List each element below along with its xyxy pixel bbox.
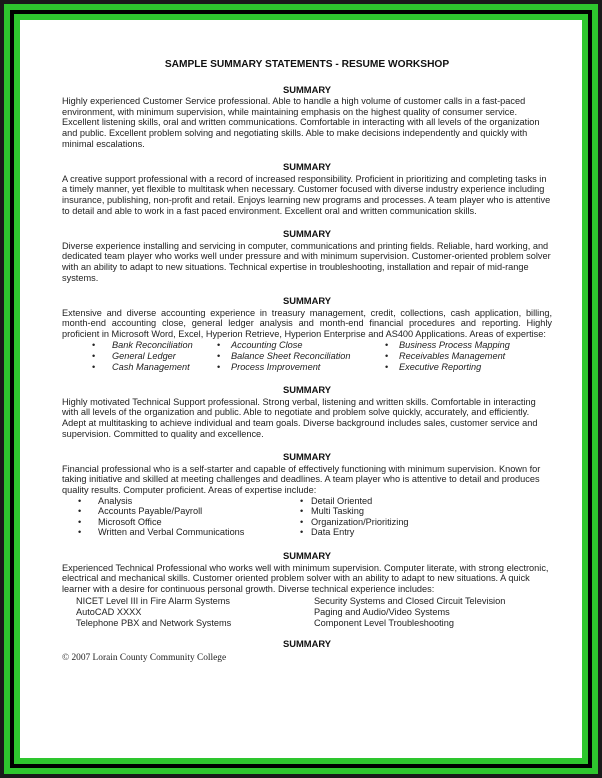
- list-item: Cash Management: [112, 361, 190, 372]
- bullet-icon: •: [300, 527, 304, 538]
- bullet-icon: •: [385, 361, 389, 372]
- document-content: [62, 60, 552, 663]
- summary-section-6: [62, 452, 552, 538]
- bullet-icon: •: [217, 361, 221, 372]
- document-page: [20, 20, 582, 758]
- section-heading: SUMMARY: [282, 384, 332, 396]
- summary-section-1: [62, 85, 552, 150]
- summary-text: Experienced Technical Professional who works well with minimum supervision. Computer literate, with strong electronic, electrical and mechanical skills. Customer oriented problem solver with an ability to adapt to new situations. A quick learner with a desire for continuous personal growth. Diverse technical experience includes:: [62, 562, 549, 594]
- list-item: Analysis: [98, 495, 133, 506]
- bullet-icon: •: [78, 516, 82, 527]
- expertise-column-1: [78, 496, 300, 538]
- section-heading: SUMMARY: [282, 228, 332, 240]
- bullet-icon: •: [78, 527, 82, 538]
- summary-section-8: [62, 639, 552, 650]
- summary-section-5: [62, 385, 552, 439]
- list-item: Receivables Management: [399, 351, 506, 362]
- summary-section-4: [62, 296, 552, 372]
- list-item: Accounts Payable/Payroll: [98, 506, 203, 517]
- bullet-icon: •: [78, 495, 82, 506]
- summary-section-3: [62, 229, 552, 283]
- technical-column-1: [76, 596, 314, 628]
- summary-text: Extensive and diverse accounting experience in treasury management, credit, collections, cash application, billing, month-end accounting close, general ledger analysis and month-end financial procedures and reporting. Highly proficient in Microsoft Word, Excel, Hyperion Retrieve, Hyperion Enterprise and AS400 Applications. Areas of expertise:: [62, 307, 552, 339]
- expertise-column-2: [300, 496, 552, 538]
- list-item: General Ledger: [112, 351, 176, 362]
- section-heading: SUMMARY: [282, 549, 332, 561]
- bullet-icon: •: [385, 340, 389, 351]
- copyright-notice: © 2007 Lorain County Community College: [62, 652, 227, 663]
- bullet-icon: •: [300, 516, 304, 527]
- list-item: NICET Level III in Fire Alarm Systems: [76, 596, 231, 607]
- bullet-icon: •: [92, 340, 96, 351]
- list-item: AutoCAD XXXX: [76, 606, 142, 617]
- list-item: Paging and Audio/Video Systems: [314, 606, 450, 617]
- list-item: Security Systems and Closed Circuit Television: [314, 596, 506, 607]
- list-item: Process Improvement: [231, 361, 321, 372]
- section-heading: SUMMARY: [282, 638, 332, 650]
- document-title: SAMPLE SUMMARY STATEMENTS - RESUME WORKSHOP: [164, 59, 450, 70]
- list-item: Accounting Close: [231, 340, 303, 351]
- summary-text: A creative support professional with a record of increased responsibility. Proficient in prioritizing and completing tasks in a timely manner, yet flexible to multitask when necessary. Customer focused with diverse industry experience including insurance, publishing, non-profit and retail. Enjoys learning new programs and processes. A team player who is attentive to detail and able to work in a fast paced environment. Excellent oral and written communication skills.: [62, 173, 551, 216]
- expertise-column-3: [385, 340, 552, 372]
- list-item: Balance Sheet Reconciliation: [231, 351, 351, 362]
- technical-column-2: [314, 596, 552, 628]
- list-item: Bank Reconciliation: [112, 340, 193, 351]
- list-item: Executive Reporting: [399, 361, 482, 372]
- list-item: Written and Verbal Communications: [98, 527, 245, 538]
- list-item: Data Entry: [311, 527, 355, 538]
- summary-section-7: [62, 551, 552, 628]
- section-heading: SUMMARY: [282, 451, 332, 463]
- bullet-icon: •: [92, 361, 96, 372]
- expertise-column-1: [92, 340, 217, 372]
- section-heading: SUMMARY: [282, 161, 332, 173]
- list-item: Telephone PBX and Network Systems: [76, 617, 232, 628]
- section-heading: SUMMARY: [282, 83, 332, 95]
- technical-experience-list: [62, 596, 552, 628]
- bullet-icon: •: [300, 495, 304, 506]
- expertise-list: [62, 496, 552, 538]
- bullet-icon: •: [300, 506, 304, 517]
- bullet-icon: •: [217, 351, 221, 362]
- bullet-icon: •: [385, 351, 389, 362]
- expertise-column-2: [217, 340, 385, 372]
- section-heading: SUMMARY: [282, 295, 332, 307]
- summary-text: Highly motivated Technical Support professional. Strong verbal, listening and written skills. Comfortable in interacting with all levels of the organization and public. Able to negotiate and problem solve quickly, accurately, and efficiently. Adept at multitasking to achieve individual and team goals. Diverse background includes sales, customer service and supervision. Committed to quality and excellence.: [62, 396, 538, 439]
- bullet-icon: •: [78, 506, 82, 517]
- summary-text: Diverse experience installing and servicing in computer, communications and printing fields. Reliable, hard working, and dedicated team player who works well under pressure and with minimum supervision. Customer-oriented problem solver with an ability to adapt to new situations. Technical expertise in troubleshooting, installation and repair of mid-range systems.: [62, 240, 551, 283]
- list-item: Organization/Prioritizing: [311, 516, 409, 527]
- list-item: Microsoft Office: [98, 516, 162, 527]
- bullet-icon: •: [92, 351, 96, 362]
- bullet-icon: •: [217, 340, 221, 351]
- summary-text: Financial professional who is a self-starter and capable of effectively functioning with minimum supervision. Known for taking initiative and skilled at meeting challenges and deadlines. A team player who is attentive to detail and produces quality results. Computer proficient. Areas of expertise include:: [62, 463, 541, 495]
- list-item: Multi Tasking: [311, 506, 364, 517]
- list-item: Detail Oriented: [311, 495, 373, 506]
- list-item: Business Process Mapping: [399, 340, 510, 351]
- list-item: Component Level Troubleshooting: [314, 617, 454, 628]
- summary-text: Highly experienced Customer Service professional. Able to handle a high volume of customer calls in a fast-paced environment, with minimum supervision, while maintaining emphasis on the highest quality of consumer service. Excellent listening skills, oral and written communications. Comfortable in interacting with all levels of the organization and public. Excellent problem solving and negotiating skills. Able to make decisions independently and quickly with minimal escalations.: [62, 96, 540, 149]
- expertise-list: [62, 340, 552, 372]
- summary-section-2: [62, 162, 552, 216]
